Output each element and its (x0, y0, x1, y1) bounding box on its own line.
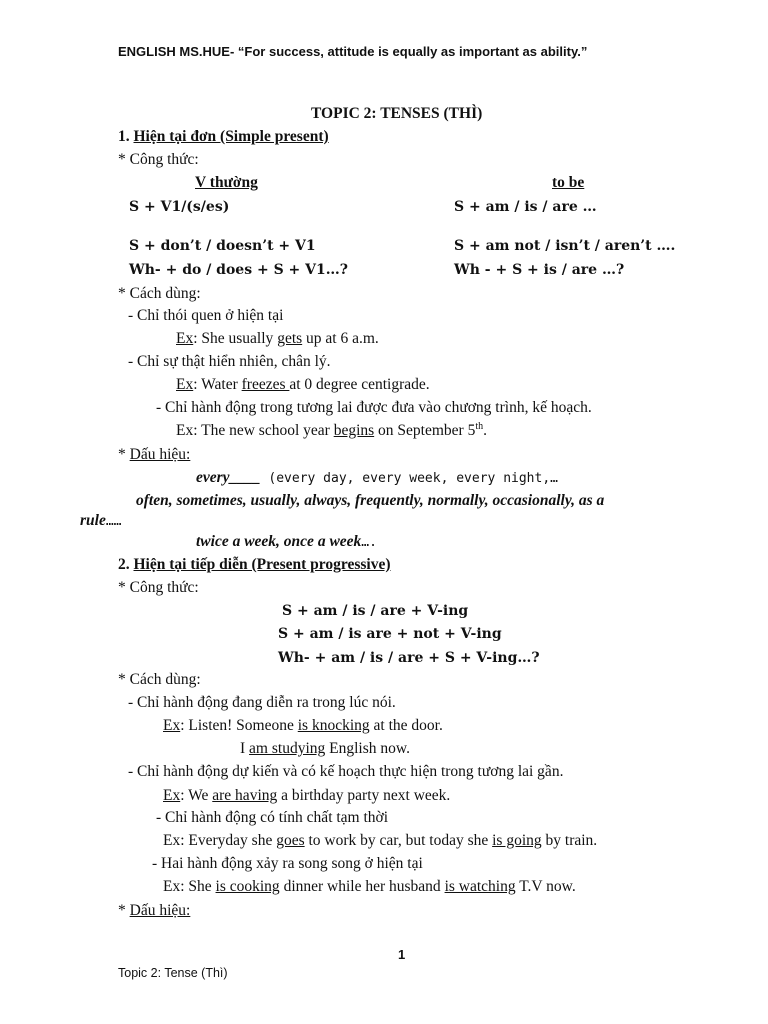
example-line: Ex: She usually gets up at 6 a.m. (176, 330, 379, 347)
sign-every: every____ (every day, every week, every night,… (196, 469, 558, 486)
column-header-be: to be (552, 174, 585, 191)
section-number: 1. (118, 128, 130, 145)
example-line: Ex: Everyday she goes to work by car, but today she is going by train. (163, 832, 598, 849)
section-number: 2. (118, 556, 130, 573)
sign-frequency-adverbs-cont: rule…… (80, 512, 122, 529)
formula-question-be: Wh - + S + is / are …? (454, 262, 625, 278)
usage-label: * Cách dùng: (118, 671, 201, 688)
formula-question-v: Wh- + do / does + S + V1…? (129, 262, 348, 278)
usage-item: - Hai hành động xảy ra song song ở hiện tại (152, 855, 423, 872)
example-line: Ex: Water freezes at 0 degree centigrade. (176, 376, 430, 393)
formula-negative-v: S + don’t / doesn’t + V1 (129, 238, 316, 254)
signs-label: * Dấu hiệu: (118, 902, 191, 919)
section-1-heading (118, 127, 329, 147)
usage-item: - Chỉ thói quen ở hiện tại (128, 307, 284, 324)
example-line: Ex: She is cooking dinner while her husband is watching T.V now. (163, 878, 576, 895)
formula-affirmative: S + am / is / are + V-ing (282, 603, 469, 619)
example-line: Ex: Listen! Someone is knocking at the door. (163, 717, 443, 734)
formula-affirmative-be: S + am / is / are … (454, 199, 597, 215)
sign-frequency-adverbs: often, sometimes, usually, always, frequently, normally, occasionally, as a (136, 492, 605, 509)
page-number: 1 (398, 947, 406, 962)
example-line: Ex: We are having a birthday party next week. (163, 787, 451, 804)
usage-item: - Chỉ hành động đang diễn ra trong lúc nói. (128, 694, 396, 711)
page-header (118, 42, 587, 62)
usage-label: * Cách dùng: (118, 285, 201, 302)
sign-twice-a-week: twice a week, once a week…. (196, 533, 377, 550)
header-quote: “For success, attitude is equally as important as ability.” (237, 44, 588, 59)
usage-item: - Chỉ sự thật hiển nhiên, chân lý. (128, 353, 331, 370)
formula-affirmative-v: S + V1/(s/es) (129, 199, 230, 215)
formula-label: * Công thức: (118, 151, 199, 168)
section-title: Hiện tại tiếp diễn (Present progressive) (133, 556, 391, 573)
column-header-v: V thường (195, 174, 258, 191)
page-title: TOPIC 2: TENSES (THÌ) (311, 105, 483, 122)
section-title: Hiện tại đơn (Simple present) (133, 128, 329, 145)
section-2-heading (118, 555, 391, 575)
example-line: Ex: The new school year begins on September 5th. (176, 420, 487, 439)
page-footer: Topic 2: Tense (Thì) (118, 966, 228, 980)
usage-item: - Chỉ hành động trong tương lai được đưa vào chương trình, kế hoạch. (156, 399, 592, 416)
example-line: I am studying English now. (240, 740, 410, 757)
formula-question: Wh- + am / is / are + S + V-ing…? (278, 650, 540, 666)
usage-item: - Chỉ hành động dự kiến và có kế hoạch thực hiện trong tương lai gần. (128, 763, 564, 780)
formula-negative: S + am / is are + not + V-ing (278, 626, 502, 642)
formula-negative-be: S + am not / isn’t / aren’t …. (454, 238, 676, 254)
header-left: ENGLISH MS.HUE- (118, 44, 235, 59)
signs-label: * Dấu hiệu: (118, 446, 191, 463)
usage-item: - Chỉ hành động có tính chất tạm thời (156, 809, 389, 826)
formula-label: * Công thức: (118, 579, 199, 596)
